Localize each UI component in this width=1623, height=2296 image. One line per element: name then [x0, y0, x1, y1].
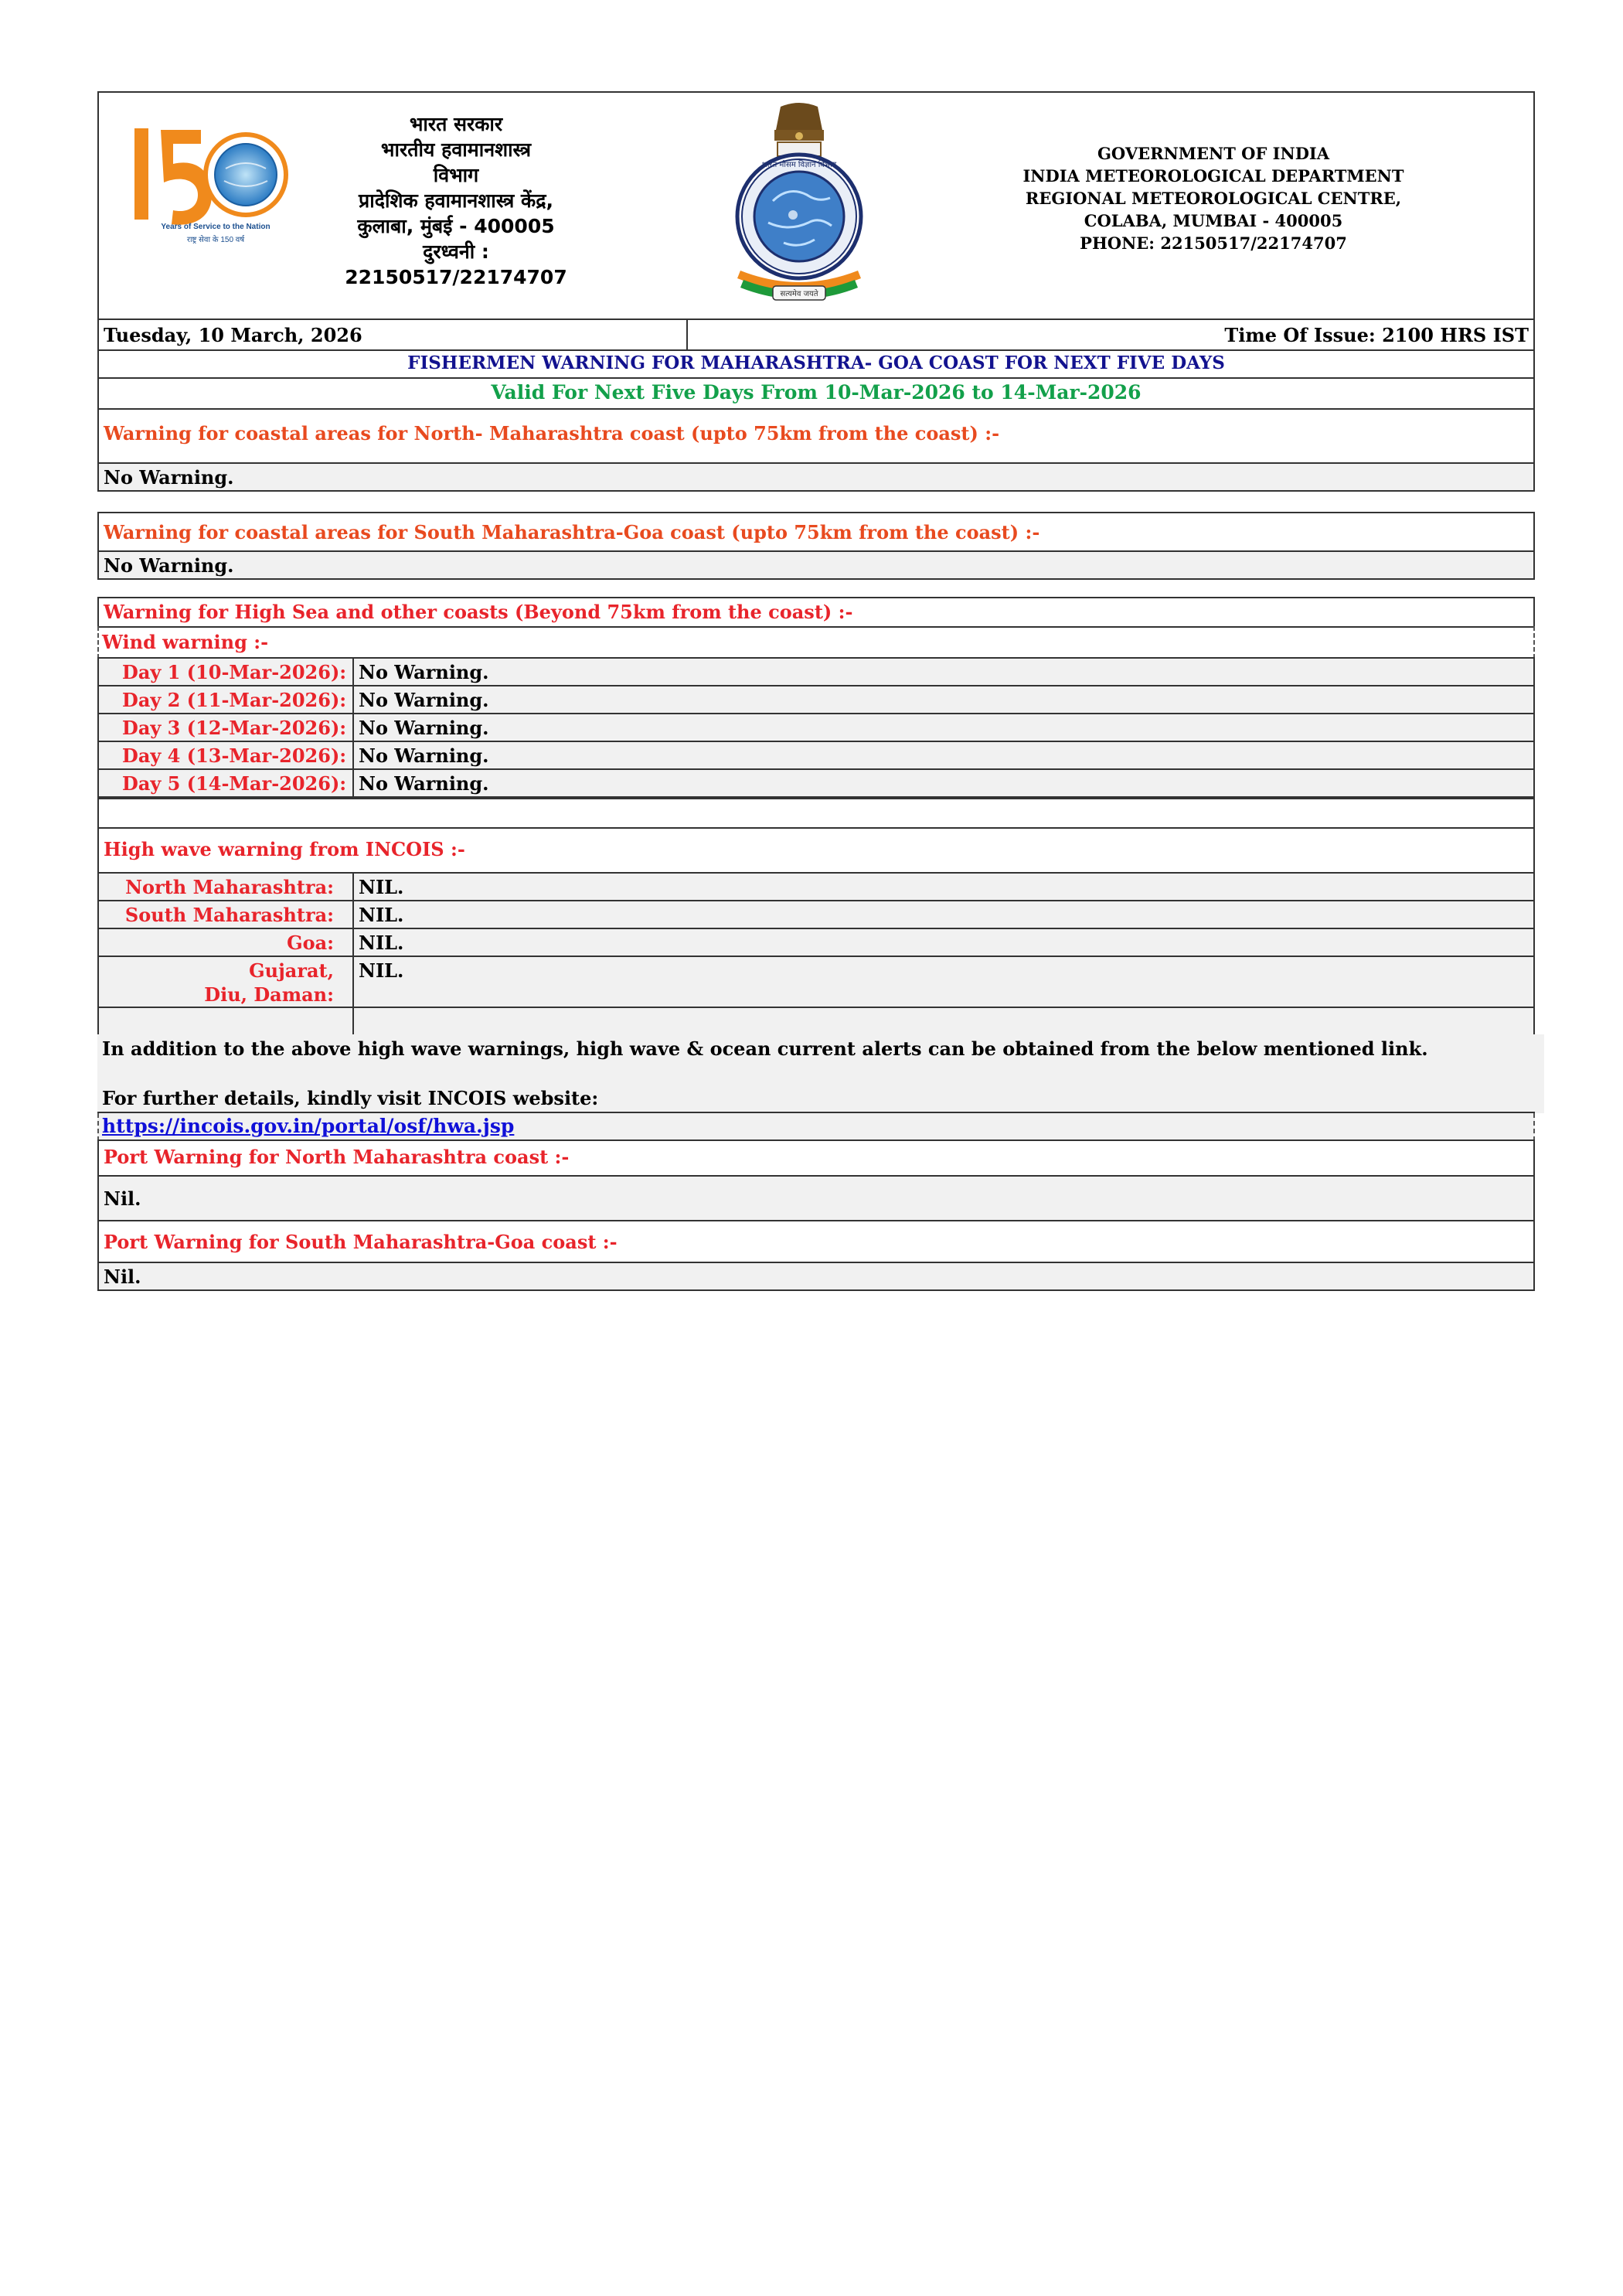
wind-day-value: No Warning.	[359, 689, 489, 711]
imd-emblem-graphic	[730, 100, 869, 303]
high-wave-label: Goa:	[287, 932, 334, 954]
high-wave-row	[97, 900, 1535, 929]
high-sea-heading-row	[97, 597, 1535, 628]
globe-icon	[215, 144, 277, 206]
high-sea-heading: Warning for High Sea and other coasts (Beyond 75km from the coast) :-	[104, 601, 853, 623]
port-north-value-row	[97, 1175, 1535, 1221]
north-coast-heading-row	[97, 408, 1535, 464]
high-wave-label: North Maharashtra:	[125, 876, 334, 898]
port-south-value: Nil.	[104, 1266, 141, 1288]
wind-day-row	[97, 741, 1535, 770]
hindi-line-5: कुलाबा, मुंबई - 400005	[357, 215, 555, 237]
imd-emblem	[730, 100, 869, 303]
high-wave-value: NIL.	[359, 932, 404, 954]
north-coast-value-row	[97, 462, 1535, 492]
port-north-heading-row	[97, 1139, 1535, 1177]
logo-tagline-hindi: राष्ट्र सेवा के 150 वर्ष	[186, 236, 245, 244]
port-south-heading: Port Warning for South Maharashtra-Goa coast :-	[104, 1231, 618, 1253]
time-of-issue: Time Of Issue: 2100 HRS IST	[1224, 324, 1529, 346]
wind-day-row	[97, 713, 1535, 742]
wind-day-row	[97, 657, 1535, 686]
english-line-5: PHONE: 22150517/22174707	[1080, 233, 1347, 253]
wind-day-value: No Warning.	[359, 744, 489, 767]
wind-day-label: Day 2 (11-Mar-2026):	[122, 689, 347, 711]
english-address	[1012, 142, 1414, 254]
wind-day-value: No Warning.	[359, 772, 489, 795]
south-coast-heading-row	[97, 512, 1535, 552]
issue-date: Tuesday, 10 March, 2026	[104, 324, 362, 346]
wind-day-row	[97, 685, 1535, 714]
hindi-line-2: भारतीय हवामानशास्त्र	[380, 138, 532, 161]
high-wave-row	[97, 956, 1535, 1008]
wind-days-table	[97, 657, 1535, 799]
north-coast-value: No Warning.	[104, 466, 234, 489]
south-coast-value-row	[97, 550, 1535, 580]
wind-day-row	[97, 768, 1535, 798]
port-north-value: Nil.	[104, 1187, 141, 1210]
info-block	[97, 1034, 1544, 1113]
wind-day-label: Day 4 (13-Mar-2026):	[122, 744, 347, 767]
lion-capital-icon	[776, 103, 822, 134]
english-line-2: INDIA METEOROLOGICAL DEPARTMENT	[1022, 166, 1404, 186]
hindi-line-7: 22150517/22174707	[345, 266, 567, 288]
info-note: In addition to the above high wave warnings, high wave & ocean current alerts can be obtained from the below mentioned link.	[102, 1037, 1428, 1060]
validity-text: Valid For Next Five Days From 10-Mar-2026 to 14-Mar-2026	[491, 381, 1142, 404]
emblem-ring-text: भारत मौसम विज्ञान विभाग	[761, 161, 837, 169]
english-line-1: GOVERNMENT OF INDIA	[1097, 144, 1330, 163]
high-wave-value: NIL.	[359, 904, 404, 926]
wind-day-label: Day 5 (14-Mar-2026):	[122, 772, 347, 795]
numeral-1-stroke	[134, 128, 148, 220]
logo-tagline: Years of Service to the Nation	[161, 223, 270, 231]
high-wave-heading: High wave warning from INCOIS :-	[104, 838, 465, 860]
hindi-address	[317, 111, 595, 290]
wind-day-value: No Warning.	[359, 661, 489, 683]
hindi-line-6: दुरध्वनी :	[423, 240, 489, 263]
wind-warning-heading: Wind warning :-	[102, 631, 269, 653]
high-wave-value: NIL.	[359, 959, 404, 982]
time-cell	[686, 319, 1535, 351]
high-wave-blank-row	[97, 1007, 1535, 1036]
wind-warning-row	[97, 626, 1535, 659]
spacer-row	[97, 798, 1535, 829]
high-wave-label: Gujarat,	[249, 959, 334, 982]
warning-title: FISHERMEN WARNING FOR MAHARASHTRA- GOA COAST FOR NEXT FIVE DAYS	[407, 353, 1225, 373]
wind-day-label: Day 1 (10-Mar-2026):	[122, 661, 347, 683]
title-row	[97, 349, 1535, 379]
english-line-3: REGIONAL METEOROLOGICAL CENTRE,	[1025, 189, 1402, 208]
high-wave-label: Diu, Daman:	[204, 983, 334, 1006]
date-cell	[97, 319, 688, 351]
wind-day-label: Day 3 (12-Mar-2026):	[122, 717, 347, 739]
north-coast-heading: Warning for coastal areas for North- Maharashtra coast (upto 75km from the coast) :-	[104, 422, 1000, 445]
south-coast-heading: Warning for coastal areas for South Maharashtra-Goa coast (upto 75km from the coast) :-	[104, 521, 1040, 543]
high-wave-value: NIL.	[359, 876, 404, 898]
english-line-4: COLABA, MUMBAI - 400005	[1084, 211, 1343, 230]
info-further: For further details, kindly visit INCOIS website:	[102, 1087, 599, 1109]
high-wave-row	[97, 872, 1535, 901]
port-north-heading: Port Warning for North Maharashtra coast :-	[104, 1146, 570, 1168]
south-coast-value: No Warning.	[104, 554, 234, 577]
high-wave-label: South Maharashtra:	[124, 904, 334, 926]
imd-150-years-logo	[130, 124, 292, 263]
hindi-line-4: प्रादेशिक हवामानशास्त्र केंद्र,	[359, 189, 553, 212]
port-south-heading-row	[97, 1220, 1535, 1263]
globe-icon	[754, 172, 844, 261]
validity-row	[97, 377, 1535, 410]
emblem-motto: सत्यमेव जयते	[780, 290, 818, 298]
hindi-line-1: भारत सरकार	[409, 113, 503, 135]
wind-day-value: No Warning.	[359, 717, 489, 739]
port-south-value-row	[97, 1262, 1535, 1291]
link-row	[97, 1113, 1535, 1141]
hindi-line-3: विभाग	[433, 164, 479, 186]
high-wave-heading-row	[97, 827, 1535, 874]
incois-link[interactable]: https://incois.gov.in/portal/osf/hwa.jsp	[102, 1115, 515, 1137]
high-wave-row	[97, 928, 1535, 957]
